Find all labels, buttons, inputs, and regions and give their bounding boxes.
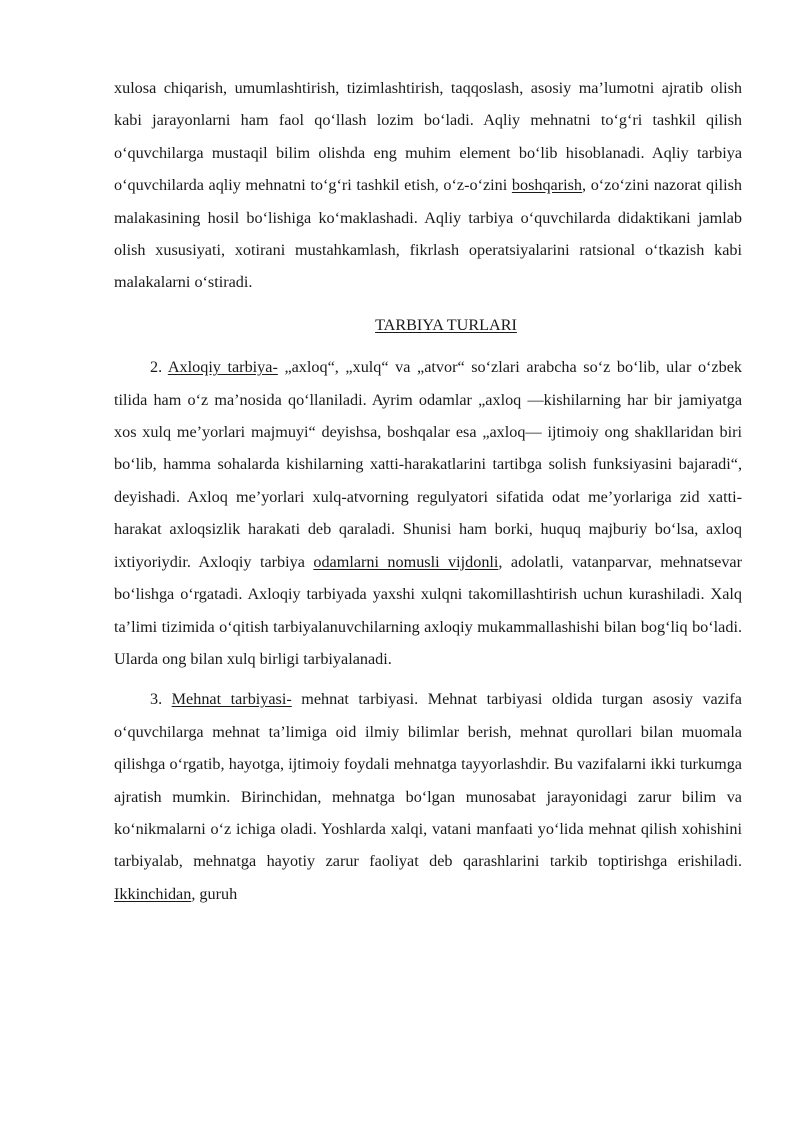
paragraph-spacer	[114, 675, 742, 683]
section-heading-text: TARBIYA TURLARI	[375, 315, 517, 334]
paragraph-text: xulosa chiqarish, umumlashtirish, tizimlashtirish, taqqoslash, asosiy ma’lumotni ajratib olish kabi jarayonlarni ham faol qo‘llash lozim bo‘ladi. Aqliy mehnatni to‘g‘ri tashkil qilish o‘quvchilarga mustaqil bilim olishda eng muhim element bo‘lib hisoblanadi. Aqliy tarbiya o‘quvchilarda aqliy mehnatni to‘g‘ri tashkil etish, o‘z-o‘zini	[114, 79, 742, 195]
item-number: 2.	[150, 358, 168, 377]
paragraph-2	[114, 351, 742, 675]
document-page	[114, 72, 742, 910]
section-heading	[114, 309, 742, 341]
paragraph-text: , adolatli, vatanparvar, mehnatsevar bo‘lishga o‘rgatadi. Axloqiy tarbiyada yaxshi xulqni takomillashtirish uchun kurashiladi. Xalq ta’limi tizimida o‘qitish tarbiyalanuvchilarning axloqiy mukammallashishi bilan bog‘liq bo‘ladi. Ularda ong bilan xulq birligi tarbiyalanadi.	[114, 552, 742, 668]
paragraph-text: , guruh	[191, 884, 238, 903]
paragraph-3	[114, 683, 742, 910]
paragraph-text: mehnat tarbiyasi. Mehnat tarbiyasi oldida turgan asosiy vazifa o‘quvchilarga mehnat ta’limiga oid ilmiy bilimlar berish, mehnat qurollari bilan muomala qilishga o‘rgatib, hayotga, ijtimoiy foydali mehnatga tayyorlashdir. Bu vazifalarni ikki turkumga ajratish mumkin. Birinchidan, mehnatga bo‘lgan munosabat jarayonidagi zarur bilim va ko‘nikmalarni o‘z ichiga oladi. Yoshlarda xalqi, vatani manfaati yo‘lida mehnat qilish xohishini tarbiyalab, mehnatga hayotiy zarur faoliyat deb qarashlarini tarkib toptirishga erishiladi.	[114, 690, 742, 871]
underlined-term: Axloqiy tarbiya-	[167, 358, 278, 377]
item-number: 3.	[150, 690, 172, 709]
paragraph-text: , o‘zo‘zini nazorat qilish malakasining hosil bo‘lishiga ko‘maklashadi. Aqliy tarbiya o‘quvchilarda didaktikani jamlab olish xususiyati, xotirani mustahkamlash, fikrlash operatsiyalarini ratsional o‘tkazish kabi malakalarni o‘stiradi.	[114, 176, 742, 292]
underlined-phrase: odamlarni nomusli vijdonli	[313, 552, 499, 571]
underlined-term: boshqarish	[511, 176, 583, 195]
paragraph-text: „axloq“, „xulq“ va „atvor“ so‘zlari arabcha so‘z bo‘lib, ular o‘zbek tilida ham o‘z ma’nosida qo‘llaniladi. Ayrim odamlar „axloq —kishilarning har bir jamiyatga xos xulq me’yorlari majmuyi“ deyishsa, boshqalar esa „axloq— ijtimoiy ong shakllaridan biri bo‘lib, hamma sohalarda kishilarning xatti-harakatlarini tartibga solish funksiyasini bajaradi“, deyishadi. Axloq me’yorlari xulq-atvorning regulyatori sifatida odat me’yorlariga zid xatti-harakat axloqsizlik harakati deb qaraladi. Shunisi ham borki, huquq majburiy bo‘lsa, axloq ixtiyoriydir. Axloqiy tarbiya	[114, 358, 742, 571]
underlined-word: Ikkinchidan	[114, 884, 192, 903]
paragraph-1	[114, 72, 742, 299]
underlined-term: Mehnat tarbiyasi-	[171, 690, 292, 709]
